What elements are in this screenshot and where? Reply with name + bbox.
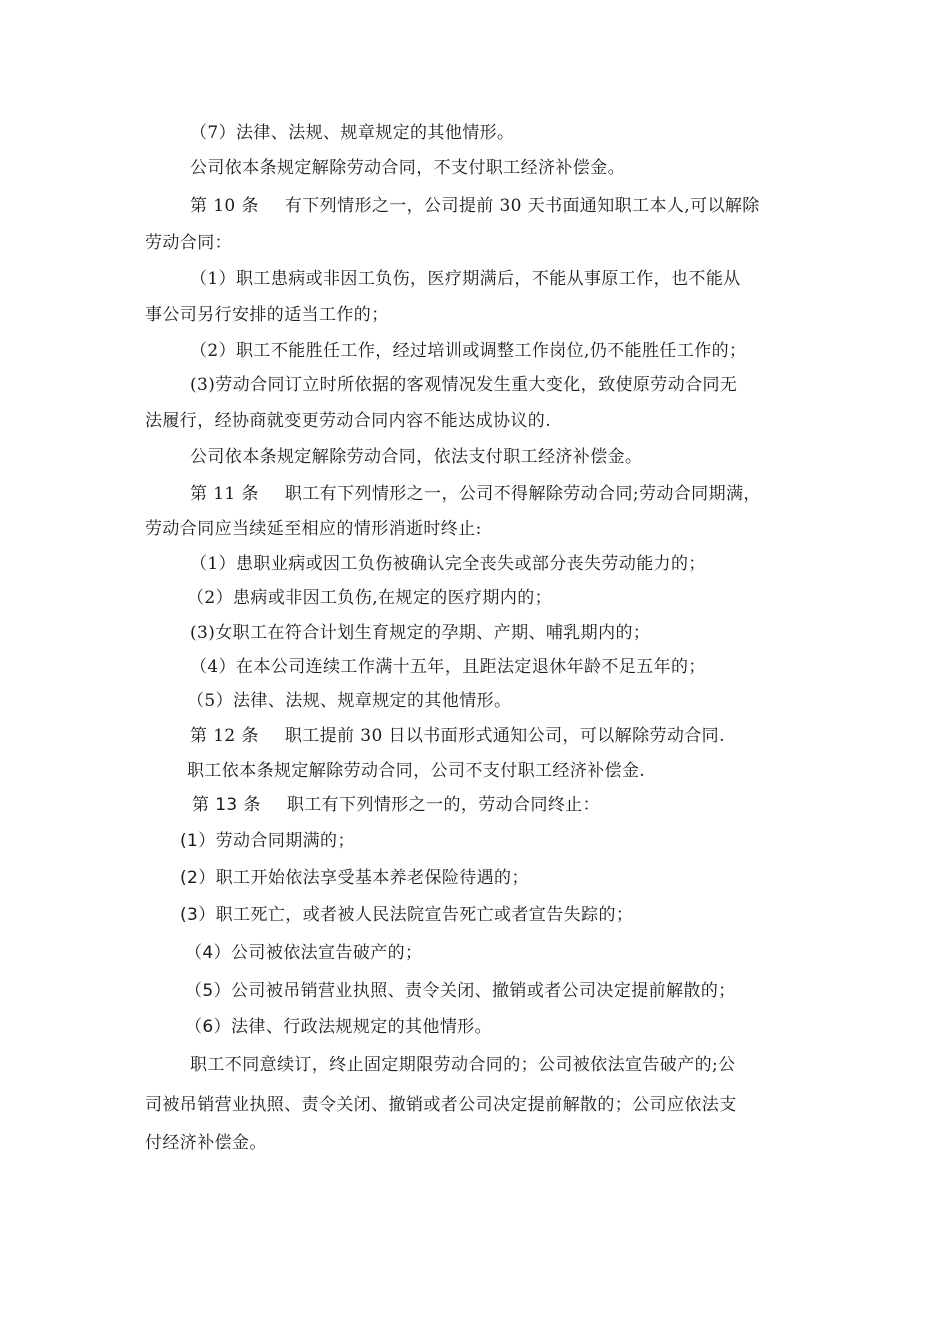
text-line: 劳动合同应当续延至相应的情形消逝时终止:	[145, 519, 482, 539]
article-number: 第 11 条	[190, 484, 259, 504]
text-line: 职工依本条规定解除劳动合同，公司不支付职工经济补偿金.	[187, 761, 646, 781]
text-line: （4）公司被依法宣告破产的；	[185, 943, 423, 963]
text-line: 公司依本条规定解除劳动合同，不支付职工经济补偿金。	[190, 158, 625, 178]
text-line: (3)女职工在符合计划生育规定的孕期、产期、哺乳期内的；	[190, 623, 651, 643]
article-number: 第 12 条	[190, 726, 259, 746]
text-line: 事公司另行安排的适当工作的；	[145, 305, 389, 325]
text-line: 职工不同意续订，终止固定期限劳动合同的；公司被依法宣告破产的;公	[190, 1055, 736, 1075]
text-line: 职工有下列情形之一的，劳动合同终止：	[286, 795, 601, 815]
text-line: （5）法律、法规、规章规定的其他情形。	[187, 691, 512, 711]
text-line: （7）法律、法规、规章规定的其他情形。	[190, 123, 515, 143]
text-line: (3）职工死亡，或者被人民法院宣告死亡或者宣告失踪的；	[180, 905, 634, 925]
text-line: 劳动合同：	[145, 233, 232, 253]
text-line: 公司依本条规定解除劳动合同，依法支付职工经济补偿金。	[190, 447, 643, 467]
text-line: 司被吊销营业执照、责令关闭、撤销或者公司决定提前解散的；公司应依法支	[145, 1095, 737, 1115]
text-line: （1）患职业病或因工负伤被确认完全丧失或部分丧失劳动能力的；	[190, 554, 706, 574]
article-number: 第 13 条	[192, 795, 261, 815]
article-12-heading	[190, 725, 725, 747]
text-line: （4）在本公司连续工作满十五年，且距法定退休年龄不足五年的；	[190, 657, 706, 677]
text-line: （2）患病或非因工负伤,在规定的医疗期内的；	[187, 588, 553, 608]
text-line: （6）法律、行政法规规定的其他情形。	[185, 1017, 493, 1037]
text-line: 有下列情形之一，公司提前 30 天书面通知职工本人,可以解除	[284, 196, 760, 216]
text-line: (2）职工开始依法享受基本养老保险待遇的；	[180, 868, 529, 888]
article-10-heading	[190, 195, 760, 217]
text-line: （2）职工不能胜任工作，经过培训或调整工作岗位,仍不能胜任工作的；	[190, 341, 747, 361]
text-line: 法履行，经协商就变更劳动合同内容不能达成协议的.	[145, 411, 552, 431]
article-number: 第 10 条	[190, 196, 259, 216]
text-line: (3)劳动合同订立时所依据的客观情况发生重大变化，致使原劳动合同无	[190, 375, 738, 395]
text-line: 职工有下列情形之一，公司不得解除劳动合同;劳动合同期满，	[284, 484, 761, 504]
text-line: （1）职工患病或非因工负伤，医疗期满后，不能从事原工作，也不能从	[190, 269, 741, 289]
text-line: 付经济补偿金。	[145, 1133, 267, 1153]
article-11-heading	[190, 483, 761, 505]
text-line: （5）公司被吊销营业执照、责令关闭、撤销或者公司决定提前解散的；	[185, 981, 736, 1001]
text-line: 职工提前 30 日以书面形式通知公司，可以解除劳动合同.	[284, 726, 725, 746]
text-line: (1）劳动合同期满的；	[180, 831, 355, 851]
article-13-heading	[192, 794, 600, 816]
